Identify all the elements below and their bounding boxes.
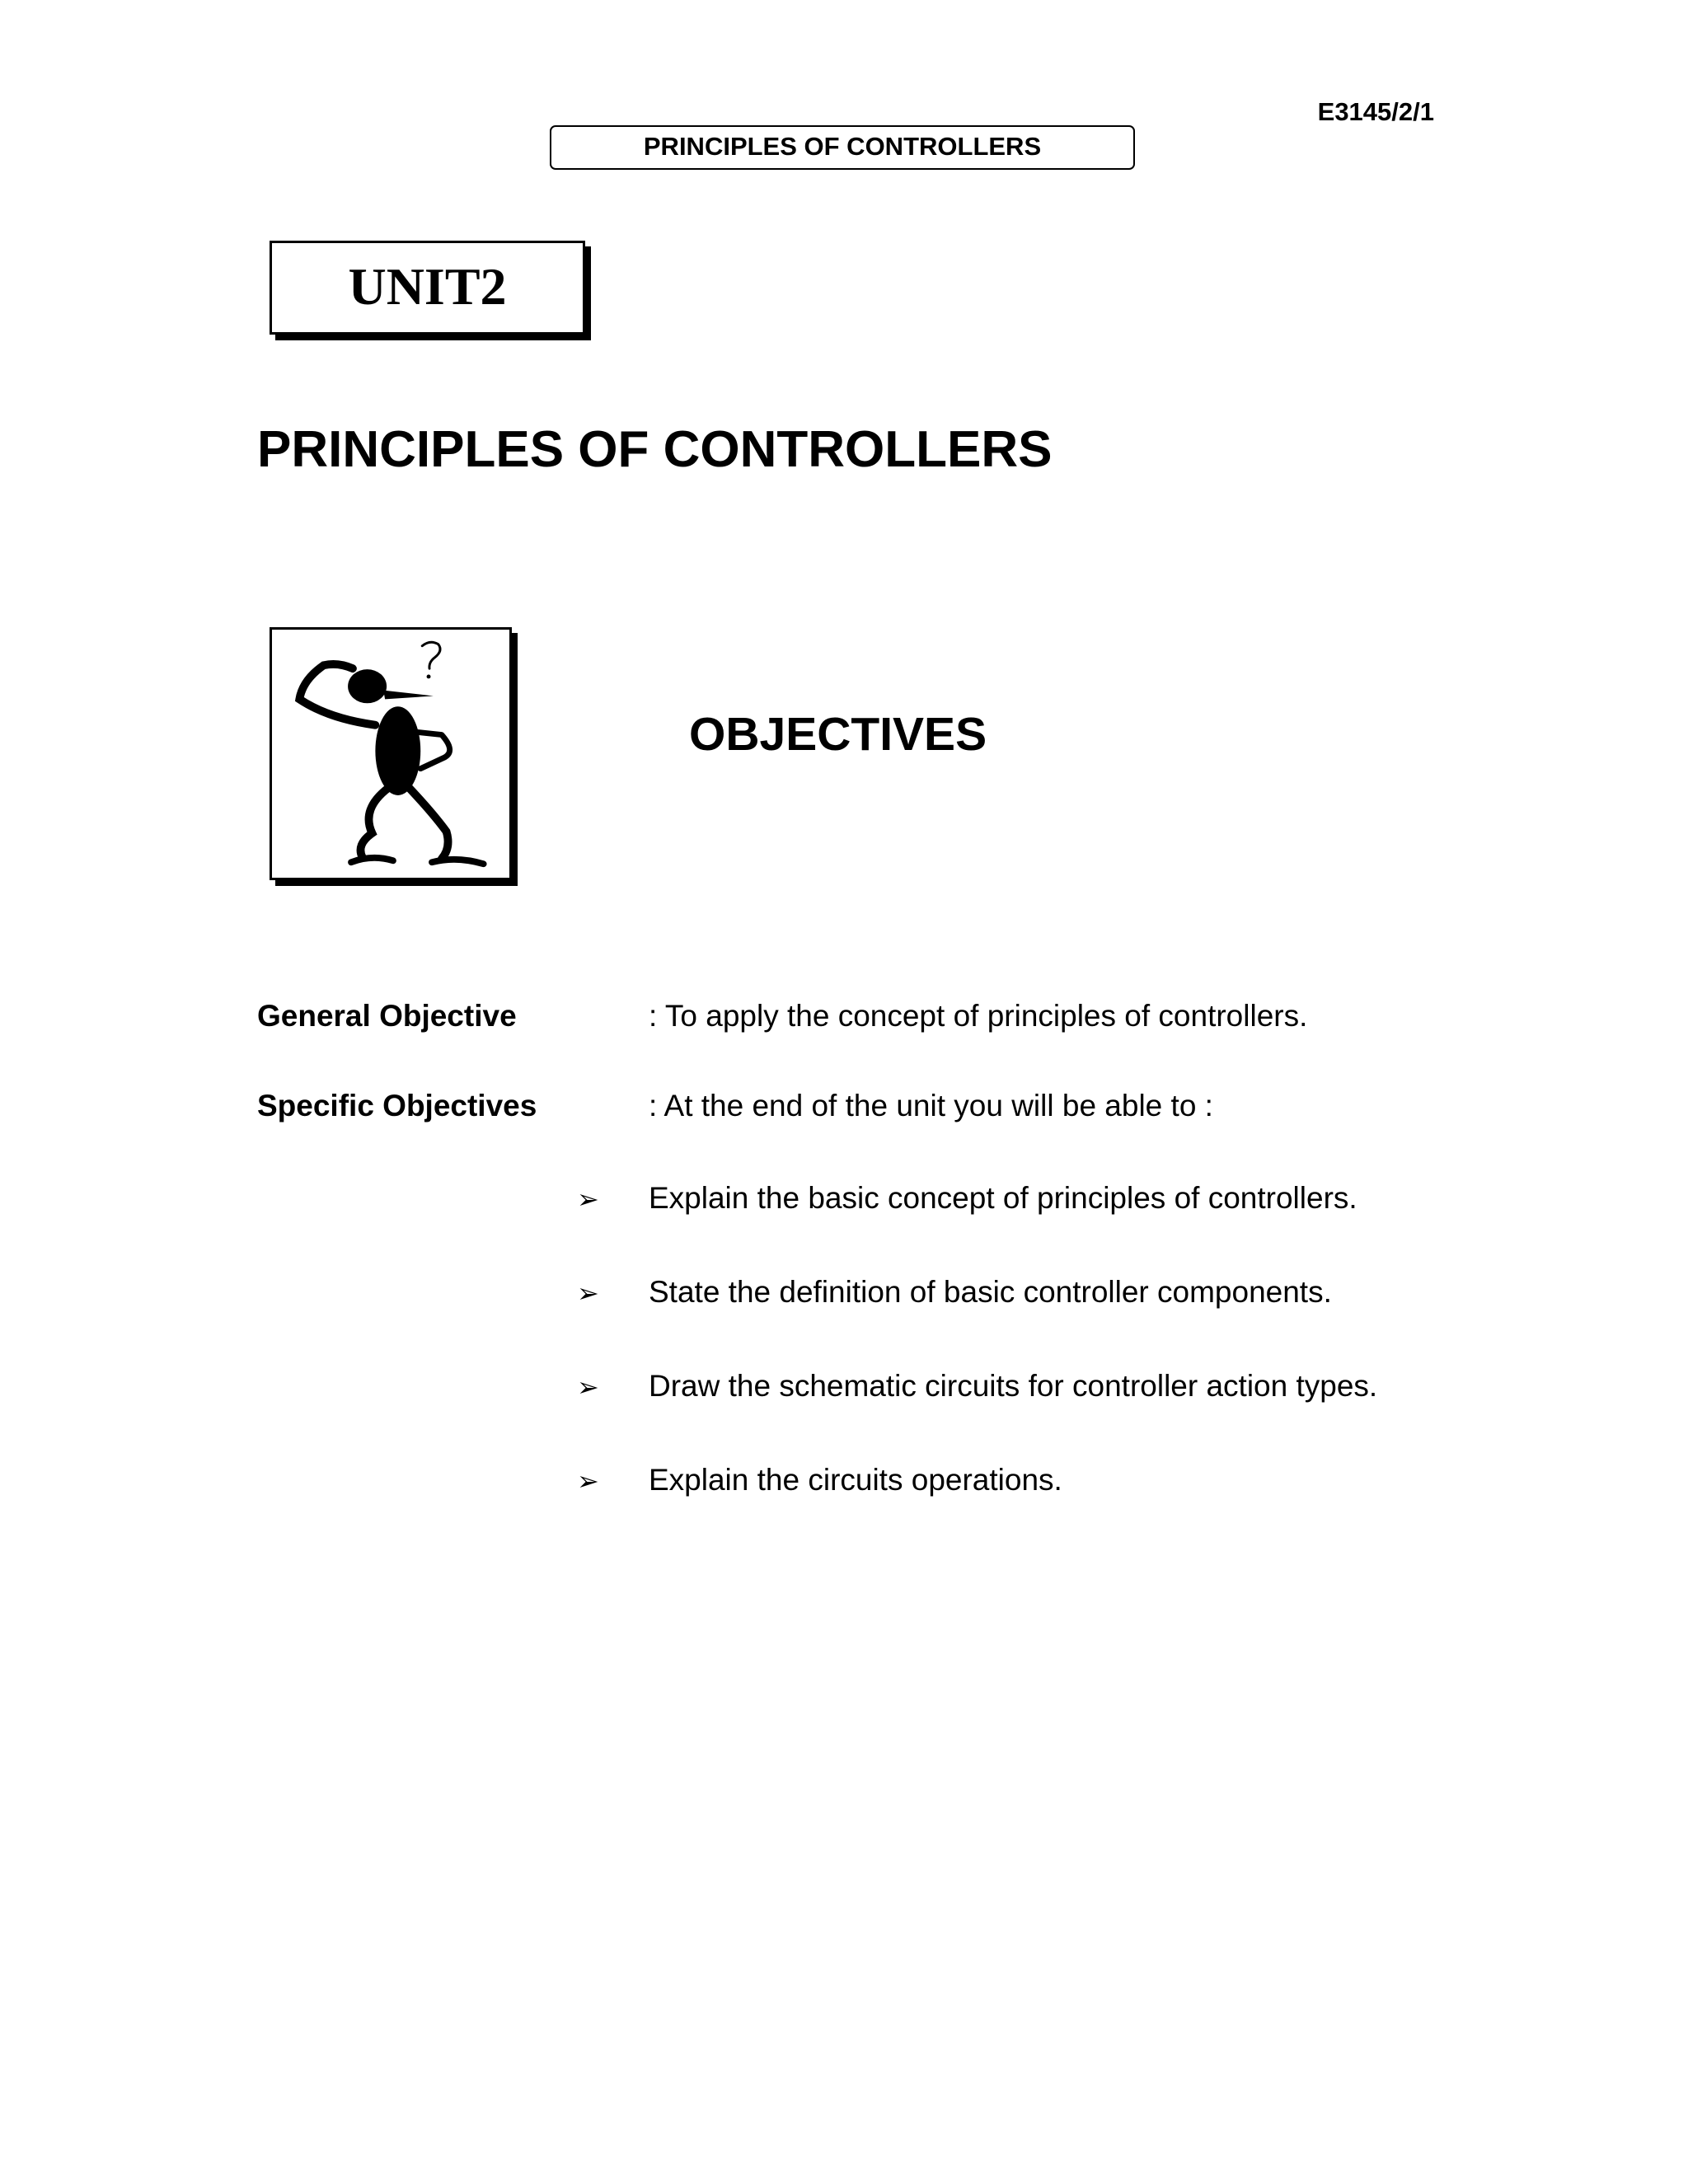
document-code: E3145/2/1 xyxy=(1317,97,1434,126)
objective-item xyxy=(577,1463,1062,1497)
general-objective-text: : To apply the concept of principles of controllers. xyxy=(649,999,1308,1033)
thinking-figure-icon xyxy=(270,627,512,880)
objectives-heading: OBJECTIVES xyxy=(689,708,987,761)
arrow-bullet-icon: ➢ xyxy=(577,1465,599,1497)
objective-item xyxy=(577,1181,1357,1216)
objective-item-text: State the definition of basic controller components. xyxy=(649,1275,1332,1309)
objective-item-text: Explain the basic concept of principles of controllers. xyxy=(649,1181,1357,1215)
page-title: PRINCIPLES OF CONTROLLERS xyxy=(257,421,1053,478)
specific-objectives-label: Specific Objectives xyxy=(257,1089,537,1122)
unit-label: UNIT2 xyxy=(270,241,585,335)
arrow-bullet-icon: ➢ xyxy=(577,1277,599,1309)
arrow-bullet-icon: ➢ xyxy=(577,1183,599,1215)
objective-item-text: Draw the schematic circuits for controller action types. xyxy=(649,1369,1378,1403)
objective-item xyxy=(577,1275,1332,1310)
objective-item-text: Explain the circuits operations. xyxy=(649,1463,1062,1497)
objective-item xyxy=(577,1369,1377,1404)
running-header: PRINCIPLES OF CONTROLLERS xyxy=(550,125,1135,170)
general-objective-label: General Objective xyxy=(257,999,517,1033)
arrow-bullet-icon: ➢ xyxy=(577,1371,599,1403)
specific-objectives-text: : At the end of the unit you will be able to : xyxy=(649,1089,1213,1122)
